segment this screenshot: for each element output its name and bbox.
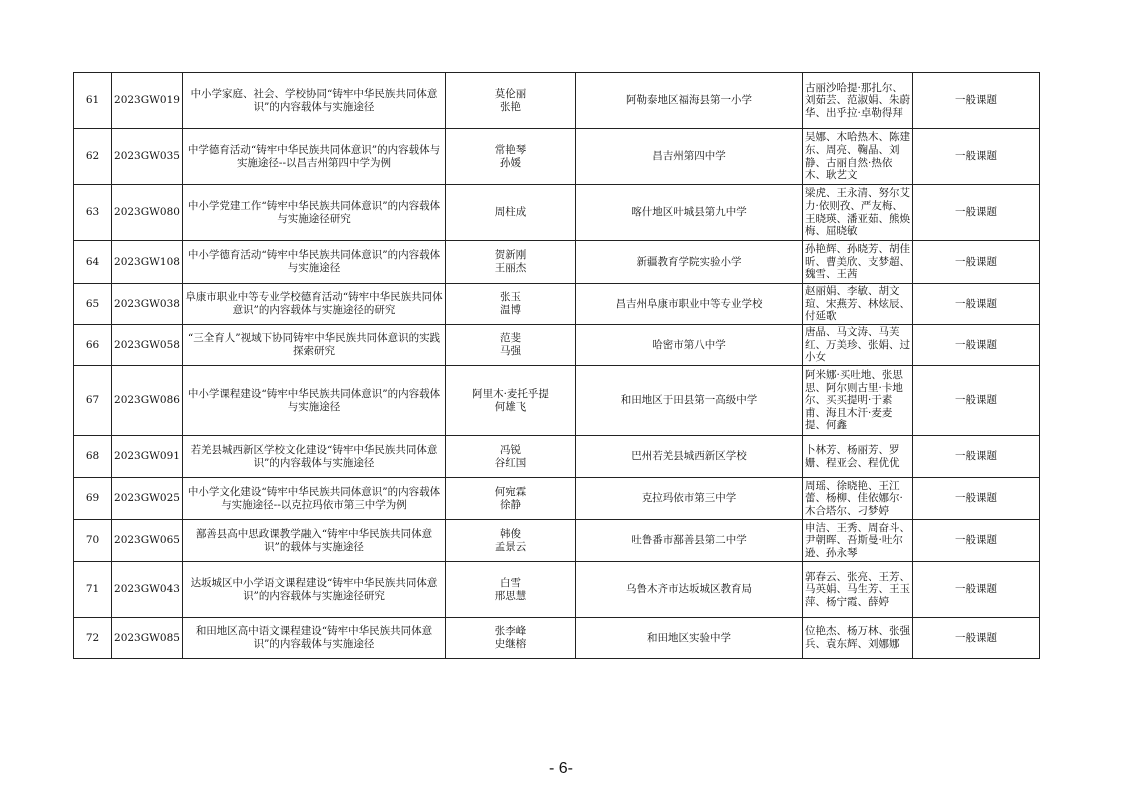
project-title: 达坂城区中小学语文课程建设“铸牢中华民族共同体意识”的内容载体与实施途径研究 [183,562,446,618]
project-leader [446,284,576,325]
project-title: 中小学德育活动“铸牢中华民族共同体意识”的内容载体与实施途径 [183,241,446,284]
project-code: 2023GW080 [112,185,183,241]
project-category: 一般课题 [913,241,1040,284]
team-members: 郭春云、张亮、王芳、马英娟、马生芳、王玉萍、杨宁霞、薛婷 [803,562,913,618]
project-leader [446,185,576,241]
project-category: 一般课题 [913,618,1040,659]
team-members: 阿米娜·买吐地、张思思、阿尔则古里·卡地尔、买买提明·于素甫、海且木汗·麦麦提、何鑫 [803,366,913,436]
table-row [74,520,1040,562]
project-leader [446,436,576,478]
project-title: 中小学文化建设“铸牢中华民族共同体意识”的内容载体与实施途径--以克拉玛依市第三中学为例 [183,478,446,520]
table-row [74,562,1040,618]
work-unit: 昌吉州第四中学 [576,129,803,185]
team-members: 位艳杰、杨万林、张强兵、袁东辉、刘娜娜 [803,618,913,659]
work-unit: 克拉玛依市第三中学 [576,478,803,520]
leader-name: 范斐 [500,332,521,345]
table-row [74,185,1040,241]
row-number: 69 [74,478,112,520]
project-code: 2023GW108 [112,241,183,284]
project-code: 2023GW086 [112,366,183,436]
row-number: 66 [74,325,112,366]
work-unit: 昌吉州阜康市职业中等专业学校 [576,284,803,325]
project-title: 中小学课程建设“铸牢中华民族共同体意识”的内容载体与实施途径 [183,366,446,436]
project-code: 2023GW085 [112,618,183,659]
leader-name: 孙媛 [500,156,521,169]
page-number: - 6- [549,760,573,777]
leader-name: 何宛霖 [494,485,527,498]
project-leader [446,562,576,618]
work-unit: 喀什地区叶城县第九中学 [576,185,803,241]
work-unit: 新疆教育学院实验小学 [576,241,803,284]
table-row [74,325,1040,366]
project-code: 2023GW019 [112,73,183,129]
team-members: 申洁、王秀、周奋斗、尹朝晖、吾斯曼·吐尔逊、孙永琴 [803,520,913,562]
table-row [74,436,1040,478]
row-number: 71 [74,562,112,618]
work-unit: 巴州若羌县城西新区学校 [576,436,803,478]
project-title: 鄯善县高中思政课教学融入“铸牢中华民族共同体意识”的载体与实施途径 [183,520,446,562]
leader-name: 冯锐 [500,443,521,456]
project-code: 2023GW025 [112,478,183,520]
leader-name: 王丽杰 [494,262,527,274]
row-number: 61 [74,73,112,129]
team-members: 孙艳辉、孙晓芳、胡佳昕、曹美欣、支梦超、魏雪、王茜 [803,241,913,284]
team-members: 周瑶、徐晓艳、王江蕾、杨柳、佳依娜尔·木合塔尔、刁梦婷 [803,478,913,520]
leader-name: 白雪 [500,576,521,589]
leader-name: 常艳琴 [494,143,527,156]
work-unit: 吐鲁番市鄯善县第二中学 [576,520,803,562]
project-leader [446,325,576,366]
project-code: 2023GW038 [112,284,183,325]
project-leader [446,129,576,185]
project-category: 一般课题 [913,366,1040,436]
project-leader [446,73,576,129]
table-row [74,284,1040,325]
leader-name: 孟景云 [494,540,527,553]
row-number: 65 [74,284,112,325]
project-leader [446,241,576,284]
team-members: 卜林芳、杨丽芳、罗姗、程亚会、程优优 [803,436,913,478]
leader-name: 谷红国 [494,456,527,469]
team-members: 唐晶、马文涛、马芙红、万美珍、张娟、过小女 [803,325,913,366]
leader-name: 韩俊 [500,527,521,540]
row-number: 70 [74,520,112,562]
table-row [74,478,1040,520]
leader-name: 邢思慧 [494,589,527,602]
team-members: 梁虎、王永清、努尔艾力·依则孜、严友梅、王晓瑛、潘亚茹、熊焕梅、屈晓敏 [803,185,913,241]
project-category: 一般课题 [913,129,1040,185]
leader-name: 徐静 [500,498,521,511]
table-row [74,73,1040,129]
project-code: 2023GW035 [112,129,183,185]
project-title: 和田地区高中语文课程建设“铸牢中华民族共同体意识”的内容载体与实施途径 [183,618,446,659]
leader-name: 张玉 [500,291,521,304]
leader-name: 张李峰 [494,625,527,638]
work-unit: 乌鲁木齐市达坂城区教育局 [576,562,803,618]
project-code: 2023GW091 [112,436,183,478]
work-unit: 和田地区实验中学 [576,618,803,659]
project-code: 2023GW065 [112,520,183,562]
team-members: 吴娜、木哈热木、陈建东、周亮、鞠晶、刘静、古丽自然·热依木、耿艺文 [803,129,913,185]
table-row [74,241,1040,284]
row-number: 72 [74,618,112,659]
row-number: 62 [74,129,112,185]
project-title: “三全育人”视域下协同铸牢中华民族共同体意识的实践探索研究 [183,325,446,366]
leader-name: 温博 [500,304,521,316]
leader-name: 张艳 [500,100,521,113]
leader-name: 阿里木·麦托乎提 [472,387,549,400]
project-category: 一般课题 [913,562,1040,618]
project-leader [446,618,576,659]
project-category: 一般课题 [913,436,1040,478]
project-title: 中学德育活动“铸牢中华民族共同体意识”的内容载体与实施途径--以昌吉州第四中学为例 [183,129,446,185]
leader-name: 周柱成 [494,206,527,219]
project-category: 一般课题 [913,478,1040,520]
team-members: 赵丽娟、李敏、胡文瑄、宋燕芳、林炫辰、付延歌 [803,284,913,325]
project-category: 一般课题 [913,185,1040,241]
project-title: 中小学家庭、社会、学校协同“铸牢中华民族共同体意识”的内容载体与实施途径 [183,73,446,129]
work-unit: 阿勒泰地区福海县第一小学 [576,73,803,129]
leader-name: 贺新刚 [494,249,527,262]
row-number: 67 [74,366,112,436]
leader-name: 莫伦丽 [494,87,527,100]
project-title: 中小学党建工作“铸牢中华民族共同体意识”的内容载体与实施途径研究 [183,185,446,241]
project-category: 一般课题 [913,73,1040,129]
team-members: 古丽沙哈提·那扎尔、刘茹芸、范淑娟、朱蔚华、出乎拉·卓勒得拜 [803,73,913,129]
row-number: 63 [74,185,112,241]
project-leader [446,520,576,562]
project-leader [446,478,576,520]
work-unit: 哈密市第八中学 [576,325,803,366]
table-row [74,618,1040,659]
row-number: 68 [74,436,112,478]
row-number: 64 [74,241,112,284]
project-leader [446,366,576,436]
work-unit: 和田地区于田县第一高级中学 [576,366,803,436]
project-code: 2023GW058 [112,325,183,366]
project-code: 2023GW043 [112,562,183,618]
table-row [74,366,1040,436]
project-category: 一般课题 [913,325,1040,366]
project-list-table [73,72,1040,659]
project-category: 一般课题 [913,520,1040,562]
leader-name: 马强 [500,345,521,357]
leader-name: 何雄飞 [494,400,527,413]
leader-name: 史继榕 [494,638,527,650]
project-title: 阜康市职业中等专业学校德育活动“铸牢中华民族共同体意识”的内容载体与实施途径的研究 [183,284,446,325]
table-body [74,73,1040,659]
project-title: 若羌县城西新区学校文化建设“铸牢中华民族共同体意识”的内容载体与实施途径 [183,436,446,478]
table-row [74,129,1040,185]
project-category: 一般课题 [913,284,1040,325]
